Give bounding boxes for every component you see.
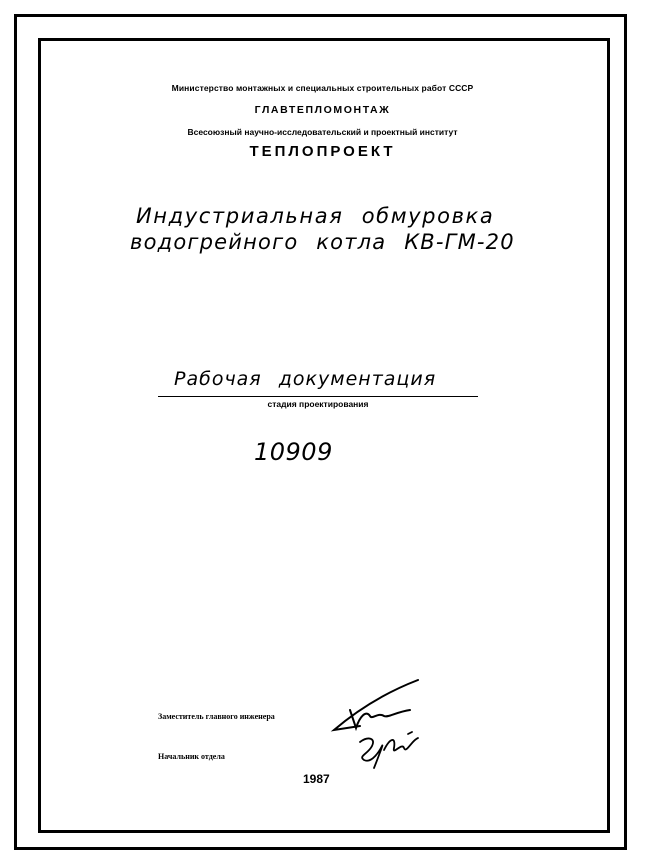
document-number: 10909 bbox=[254, 438, 333, 466]
documentation-underline bbox=[158, 396, 478, 397]
year: 1987 bbox=[303, 772, 330, 786]
deputy-chief-engineer-signature bbox=[322, 676, 422, 736]
department-head-signature bbox=[354, 728, 426, 772]
documentation-type: Рабочая документация bbox=[174, 368, 437, 390]
ministry-name: Министерство монтажных и специальных строительных работ СССР bbox=[171, 83, 474, 93]
institute-description: Всесоюзный научно-исследовательский и проектный институт bbox=[187, 127, 458, 137]
glavk-name: ГЛАВТЕПЛОМОНТАЖ bbox=[254, 104, 391, 116]
institute-name: ТЕПЛОПРОЕКТ bbox=[249, 143, 396, 160]
deputy-chief-engineer-label: Заместитель главного инженера bbox=[158, 712, 275, 721]
document-title-line-2: водогрейного котла КВ-ГМ-20 bbox=[130, 230, 515, 254]
stage-caption: стадия проектирования bbox=[267, 399, 369, 409]
document-title-line-1: Индустриальная обмуровка bbox=[136, 204, 495, 228]
department-head-label: Начальник отдела bbox=[158, 752, 225, 761]
